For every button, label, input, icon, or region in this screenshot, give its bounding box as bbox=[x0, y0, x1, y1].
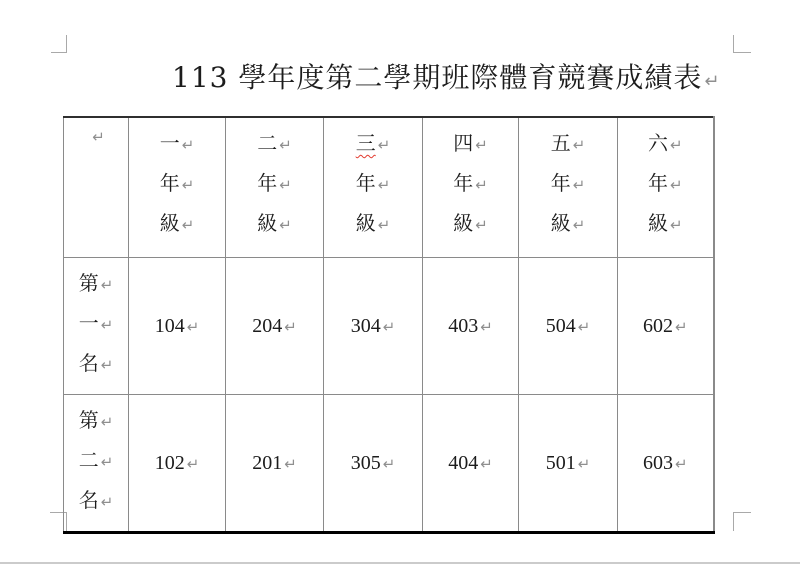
table-row-second-place bbox=[64, 395, 714, 533]
text-boundary-corner-top-right-icon bbox=[733, 35, 751, 53]
paragraph-mark-icon: ↵ bbox=[92, 128, 105, 146]
value-cell-second-grade6[interactable]: 603 ↵ bbox=[618, 395, 714, 533]
paragraph-mark-icon: ↵ bbox=[674, 317, 688, 336]
line-break-mark-icon: ↵ bbox=[181, 136, 195, 154]
paragraph-mark-icon: ↵ bbox=[674, 454, 688, 473]
paragraph-mark-icon: ↵ bbox=[186, 317, 200, 336]
header-cell-grade-2[interactable]: 二 ↵ 年 ↵ 級 ↵ bbox=[226, 117, 324, 258]
value-cell-first-grade6[interactable]: 602 ↵ bbox=[618, 258, 714, 395]
document-title[interactable] bbox=[172, 56, 720, 96]
paragraph-mark-icon: ↵ bbox=[100, 356, 114, 374]
paragraph-mark-icon: ↵ bbox=[480, 454, 493, 473]
paragraph-mark-icon: ↵ bbox=[480, 317, 493, 336]
value-cell-second-grade3[interactable]: 305 ↵ bbox=[324, 395, 423, 533]
line-break-mark-icon: ↵ bbox=[572, 176, 586, 194]
paragraph-mark-icon: ↵ bbox=[181, 216, 195, 234]
text-boundary-corner-bottom-right-icon bbox=[733, 512, 751, 531]
table-header-row bbox=[64, 117, 714, 258]
header-cell-grade-4[interactable]: 四 ↵ 年 ↵ 級 ↵ bbox=[423, 117, 519, 258]
paragraph-mark-icon: ↵ bbox=[669, 216, 683, 234]
paragraph-mark-icon: ↵ bbox=[382, 317, 396, 336]
paragraph-mark-icon: ↵ bbox=[577, 454, 591, 473]
header-cell-grade-5[interactable]: 五 ↵ 年 ↵ 級 ↵ bbox=[519, 117, 618, 258]
value-cell-second-grade4[interactable]: 404 ↵ bbox=[423, 395, 519, 533]
row-label-first-place[interactable]: 第 ↵ 一 ↵ 名 ↵ bbox=[64, 258, 129, 395]
paragraph-mark-icon: ↵ bbox=[186, 454, 200, 473]
value-cell-first-grade5[interactable]: 504 ↵ bbox=[519, 258, 618, 395]
value-cell-second-grade2[interactable]: 201 ↵ bbox=[226, 395, 324, 533]
row-label-second-place[interactable]: 第 ↵ 二 ↵ 名 ↵ bbox=[64, 395, 129, 533]
value-cell-first-grade2[interactable]: 204 ↵ bbox=[226, 258, 324, 395]
results-table[interactable] bbox=[63, 116, 715, 534]
paragraph-mark-icon: ↵ bbox=[279, 216, 292, 234]
value-cell-second-grade5[interactable]: 501 ↵ bbox=[519, 395, 618, 533]
paragraph-mark-icon: ↵ bbox=[377, 216, 391, 234]
spellcheck-flagged-text: 三 bbox=[355, 131, 376, 155]
header-cell-grade-3[interactable]: 三 ↵ 年 ↵ 級 ↵ bbox=[324, 117, 423, 258]
line-break-mark-icon: ↵ bbox=[279, 176, 292, 194]
paragraph-mark-icon: ↵ bbox=[704, 71, 720, 92]
value-cell-first-grade4[interactable]: 403 ↵ bbox=[423, 258, 519, 395]
header-cell-grade-1[interactable]: 一 ↵ 年 ↵ 級 ↵ bbox=[129, 117, 226, 258]
value-cell-first-grade1[interactable]: 104 ↵ bbox=[129, 258, 226, 395]
title-text: 113 學年度第二學期班際體育競賽成績表 bbox=[172, 61, 703, 94]
page-bottom-edge bbox=[0, 562, 800, 564]
line-break-mark-icon: ↵ bbox=[475, 136, 488, 154]
paragraph-mark-icon: ↵ bbox=[475, 216, 488, 234]
value-cell-second-grade1[interactable]: 102 ↵ bbox=[129, 395, 226, 533]
header-cell-grade-6[interactable]: 六 ↵ 年 ↵ 級 ↵ bbox=[618, 117, 714, 258]
paragraph-mark-icon: ↵ bbox=[382, 454, 396, 473]
line-break-mark-icon: ↵ bbox=[100, 413, 114, 431]
paragraph-mark-icon: ↵ bbox=[577, 317, 591, 336]
value-cell-first-grade3[interactable]: 304 ↵ bbox=[324, 258, 423, 395]
paragraph-mark-icon: ↵ bbox=[284, 317, 297, 336]
line-break-mark-icon: ↵ bbox=[669, 176, 683, 194]
line-break-mark-icon: ↵ bbox=[572, 136, 586, 154]
line-break-mark-icon: ↵ bbox=[181, 176, 195, 194]
line-break-mark-icon: ↵ bbox=[669, 136, 683, 154]
line-break-mark-icon: ↵ bbox=[100, 316, 114, 334]
line-break-mark-icon: ↵ bbox=[279, 136, 292, 154]
paragraph-mark-icon: ↵ bbox=[284, 454, 297, 473]
line-break-mark-icon: ↵ bbox=[100, 453, 114, 471]
line-break-mark-icon: ↵ bbox=[377, 136, 391, 154]
line-break-mark-icon: ↵ bbox=[377, 176, 391, 194]
paragraph-mark-icon: ↵ bbox=[572, 216, 586, 234]
table-row-first-place bbox=[64, 258, 714, 395]
corner-cell[interactable] bbox=[64, 117, 129, 258]
line-break-mark-icon: ↵ bbox=[100, 276, 114, 294]
line-break-mark-icon: ↵ bbox=[475, 176, 488, 194]
text-boundary-corner-top-left-icon bbox=[51, 35, 67, 53]
paragraph-mark-icon: ↵ bbox=[100, 493, 114, 511]
